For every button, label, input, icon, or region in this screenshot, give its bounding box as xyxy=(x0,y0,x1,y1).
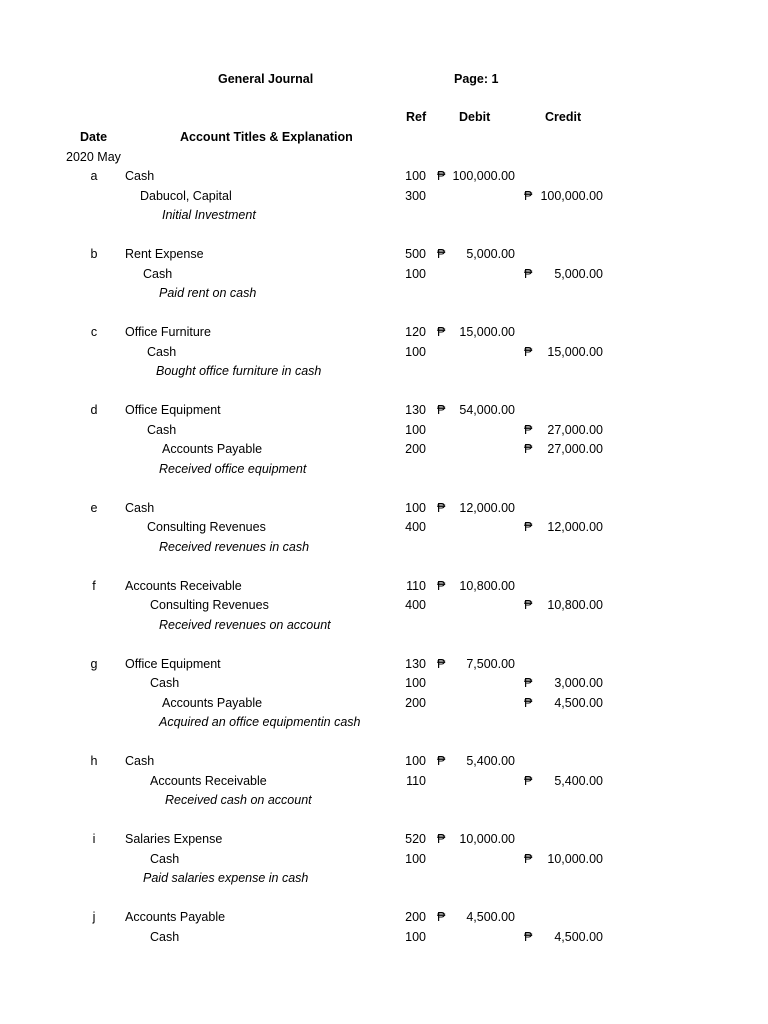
ref-number: 200 xyxy=(405,910,426,924)
account-title: Cash xyxy=(150,676,180,690)
account-title: Dabucol, Capital xyxy=(140,188,232,203)
peso-sign: ₱ xyxy=(524,695,533,710)
account-title: Cash xyxy=(143,266,173,281)
ref-number: 110 xyxy=(406,773,426,788)
ref-header: Ref xyxy=(406,110,427,124)
credit-amount: 4,500.00 xyxy=(554,929,603,944)
peso-sign: ₱ xyxy=(524,676,533,690)
debit-amount: 5,400.00 xyxy=(466,754,515,768)
ref-number: 100 xyxy=(405,500,426,515)
debit-amount: 10,000.00 xyxy=(459,832,515,846)
peso-sign: ₱ xyxy=(437,754,446,768)
debit-amount: 100,000.00 xyxy=(452,169,515,183)
entry-explanation: Received revenues on account xyxy=(159,617,331,632)
account-title: Cash xyxy=(150,851,180,866)
ref-number: 100 xyxy=(405,754,426,768)
credit-amount: 27,000.00 xyxy=(547,442,603,456)
entry-letter: b xyxy=(90,247,98,261)
ref-number: 100 xyxy=(405,929,426,944)
debit-amount: 12,000.00 xyxy=(459,500,515,515)
account-title: Accounts Receivable xyxy=(125,578,242,593)
entry-letter: d xyxy=(90,403,98,417)
debit-amount: 5,000.00 xyxy=(466,247,515,261)
account-title: Cash xyxy=(125,754,155,768)
ref-number: 130 xyxy=(405,656,426,671)
account-title: Accounts Payable xyxy=(162,695,263,710)
entry-explanation: Received office equipment xyxy=(159,461,307,476)
debit-header: Debit xyxy=(459,110,491,124)
account-title: Accounts Receivable xyxy=(150,773,267,788)
peso-sign: ₱ xyxy=(524,442,533,456)
credit-amount: 5,400.00 xyxy=(554,773,603,788)
peso-sign: ₱ xyxy=(524,422,533,437)
entry-explanation: Initial Investment xyxy=(162,208,256,222)
ref-number: 100 xyxy=(405,169,426,183)
peso-sign: ₱ xyxy=(437,325,446,339)
entry-letter: a xyxy=(90,169,98,183)
peso-sign: ₱ xyxy=(437,247,446,261)
peso-sign: ₱ xyxy=(437,910,446,924)
peso-sign: ₱ xyxy=(437,656,446,671)
peso-sign: ₱ xyxy=(524,773,533,788)
debit-amount: 7,500.00 xyxy=(466,656,515,671)
account-title: Consulting Revenues xyxy=(150,598,269,612)
ref-number: 200 xyxy=(405,442,426,456)
ref-number: 100 xyxy=(405,851,426,866)
ref-number: 120 xyxy=(405,325,426,339)
credit-amount: 100,000.00 xyxy=(540,188,603,203)
peso-sign: ₱ xyxy=(437,578,446,593)
credit-amount: 27,000.00 xyxy=(547,422,603,437)
entry-explanation: Acquired an office equipmentin cash xyxy=(159,715,361,729)
account-title: Cash xyxy=(150,929,180,944)
ref-number: 100 xyxy=(405,422,426,437)
account-title: Consulting Revenues xyxy=(147,520,266,534)
peso-sign: ₱ xyxy=(437,832,446,846)
account-title: Office Equipment xyxy=(125,403,221,417)
credit-amount: 10,800.00 xyxy=(547,598,603,612)
peso-sign: ₱ xyxy=(524,344,533,359)
credit-amount: 5,000.00 xyxy=(554,266,603,281)
account-title: Cash xyxy=(147,344,177,359)
account-header: Account Titles & Explanation xyxy=(180,130,353,144)
peso-sign: ₱ xyxy=(437,169,446,183)
entry-letter: h xyxy=(90,754,98,768)
peso-sign: ₱ xyxy=(524,266,533,281)
ref-number: 400 xyxy=(405,520,426,534)
ref-number: 110 xyxy=(406,578,426,593)
debit-amount: 15,000.00 xyxy=(459,325,515,339)
entry-letter: c xyxy=(90,325,98,339)
ref-number: 520 xyxy=(405,832,426,846)
entry-explanation: Received revenues in cash xyxy=(159,539,310,554)
peso-sign: ₱ xyxy=(437,500,446,515)
account-title: Cash xyxy=(147,422,177,437)
peso-sign: ₱ xyxy=(524,851,533,866)
entry-letter: e xyxy=(90,500,98,515)
entry-explanation: Paid rent on cash xyxy=(159,286,257,300)
entry-letter: g xyxy=(90,656,98,671)
credit-amount: 15,000.00 xyxy=(547,344,603,359)
entry-explanation: Bought office furniture in cash xyxy=(156,364,322,378)
credit-amount: 4,500.00 xyxy=(554,695,603,710)
account-title: Cash xyxy=(125,169,155,183)
credit-amount: 3,000.00 xyxy=(554,676,603,690)
date-header: Date xyxy=(80,130,108,144)
account-title: Rent Expense xyxy=(125,247,204,261)
entry-letter: f xyxy=(92,578,96,593)
debit-amount: 54,000.00 xyxy=(459,403,515,417)
credit-amount: 12,000.00 xyxy=(547,520,603,534)
ref-number: 300 xyxy=(405,188,426,203)
entry-letter: i xyxy=(92,832,96,846)
ref-number: 400 xyxy=(405,598,426,612)
credit-amount: 10,000.00 xyxy=(547,851,603,866)
page-number: Page: 1 xyxy=(454,72,499,86)
journal-title: General Journal xyxy=(218,72,314,86)
account-title: Cash xyxy=(125,500,155,515)
period-label: 2020 May xyxy=(66,150,121,164)
ref-number: 130 xyxy=(405,403,426,417)
entry-explanation: Received cash on account xyxy=(165,793,312,807)
peso-sign: ₱ xyxy=(524,188,533,203)
account-title: Salaries Expense xyxy=(125,832,223,846)
peso-sign: ₱ xyxy=(524,598,533,612)
account-title: Accounts Payable xyxy=(125,910,226,924)
ref-number: 100 xyxy=(405,676,426,690)
ref-number: 100 xyxy=(405,266,426,281)
peso-sign: ₱ xyxy=(524,929,533,944)
peso-sign: ₱ xyxy=(524,520,533,534)
peso-sign: ₱ xyxy=(437,403,446,417)
credit-header: Credit xyxy=(545,110,582,124)
debit-amount: 4,500.00 xyxy=(466,910,515,924)
account-title: Office Furniture xyxy=(125,325,211,339)
ref-number: 100 xyxy=(405,344,426,359)
ref-number: 500 xyxy=(405,247,426,261)
account-title: Office Equipment xyxy=(125,656,221,671)
entry-explanation: Paid salaries expense in cash xyxy=(143,871,309,885)
entry-letter: j xyxy=(92,910,96,924)
ref-number: 200 xyxy=(405,695,426,710)
account-title: Accounts Payable xyxy=(162,442,263,456)
debit-amount: 10,800.00 xyxy=(459,578,515,593)
